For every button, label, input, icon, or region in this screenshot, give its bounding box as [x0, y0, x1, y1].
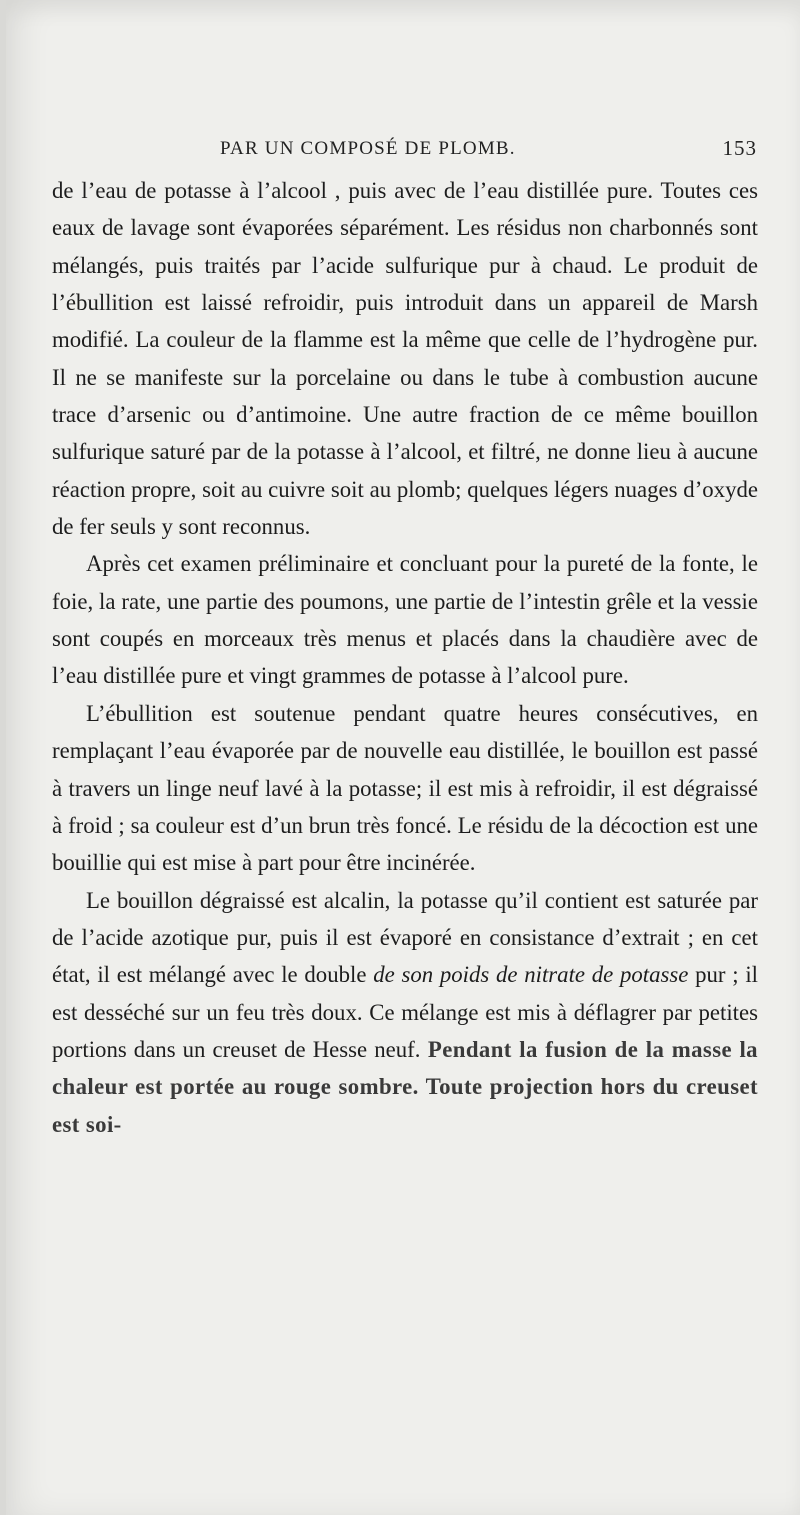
paragraph-4-italic: de son poids de nitrate de potasse: [373, 962, 689, 988]
book-page: [6, 0, 800, 1515]
paragraph-4-part-2: pur ; il est desséché sur un feu très doux. Ce mélange est mis à déflagrer par petites portions dans un creuset de Hesse neuf.: [52, 962, 758, 1062]
body-text: [52, 172, 758, 1143]
page-header: [52, 134, 757, 166]
paragraph-3: L’ébullition est soutenue pendant quatre heures consécutives, en remplaçant l’eau évaporée par de nouvelle eau distillée, le bouillon est passé à travers un linge neuf lavé à la potasse; il est mis à refroidir, il est dégraissé à froid ; sa couleur est d’un brun très foncé. Le résidu de la décoction est une bouillie qui est mise à part pour être incinérée.: [52, 700, 758, 876]
paragraph-4-part-1: Le bouillon dégraissé est alcalin, la potasse qu’il contient est saturée par de l’acide azotique pur, puis il est évaporé en consistance d’extrait ; en cet état, il est mélangé avec le double: [52, 887, 758, 988]
paragraph-4: [52, 882, 758, 1143]
running-title: PAR UN COMPOSÉ DE PLOMB.: [220, 138, 516, 159]
paragraph-1: de l’eau de potasse à l’alcool , puis avec de l’eau distillée pure. Toutes ces eaux de lavage sont évaporées séparément. Les résidus non charbonnés sont mélangés, puis traités par l’acide sulfurique pur à chaud. Le produit de l’ébullition est laissé refroidir, puis introduit dans un appareil de Marsh modifié. La couleur de la flamme est la même que celle de l’hydrogène pur. Il ne se manifeste sur la porcelaine ou dans le tube à combustion aucune trace d’arsenic ou d’antimoine. Une autre fraction de ce même bouillon sulfurique saturé par de la potasse à l’alcool, et filtré, ne donne lieu à aucune réaction propre, soit au cuivre soit au plomb; quelques légers nuages d’oxyde de fer seuls y sont reconnus.: [52, 178, 758, 540]
paragraph-4-part-3: Pendant la fusion de la masse la chaleur est portée au rouge sombre. Toute projection hors du creuset est soi-: [52, 1036, 758, 1137]
paragraph-2: Après cet examen préliminaire et concluant pour la pureté de la fonte, le foie, la rate, une partie des poumons, une partie de l’intestin grêle et la vessie sont coupés en morceaux très menus et placés dans la chaudière avec de l’eau distillée pure et vingt grammes de potasse à l’alcool pure.: [52, 551, 758, 689]
page-number: 153: [722, 136, 757, 160]
